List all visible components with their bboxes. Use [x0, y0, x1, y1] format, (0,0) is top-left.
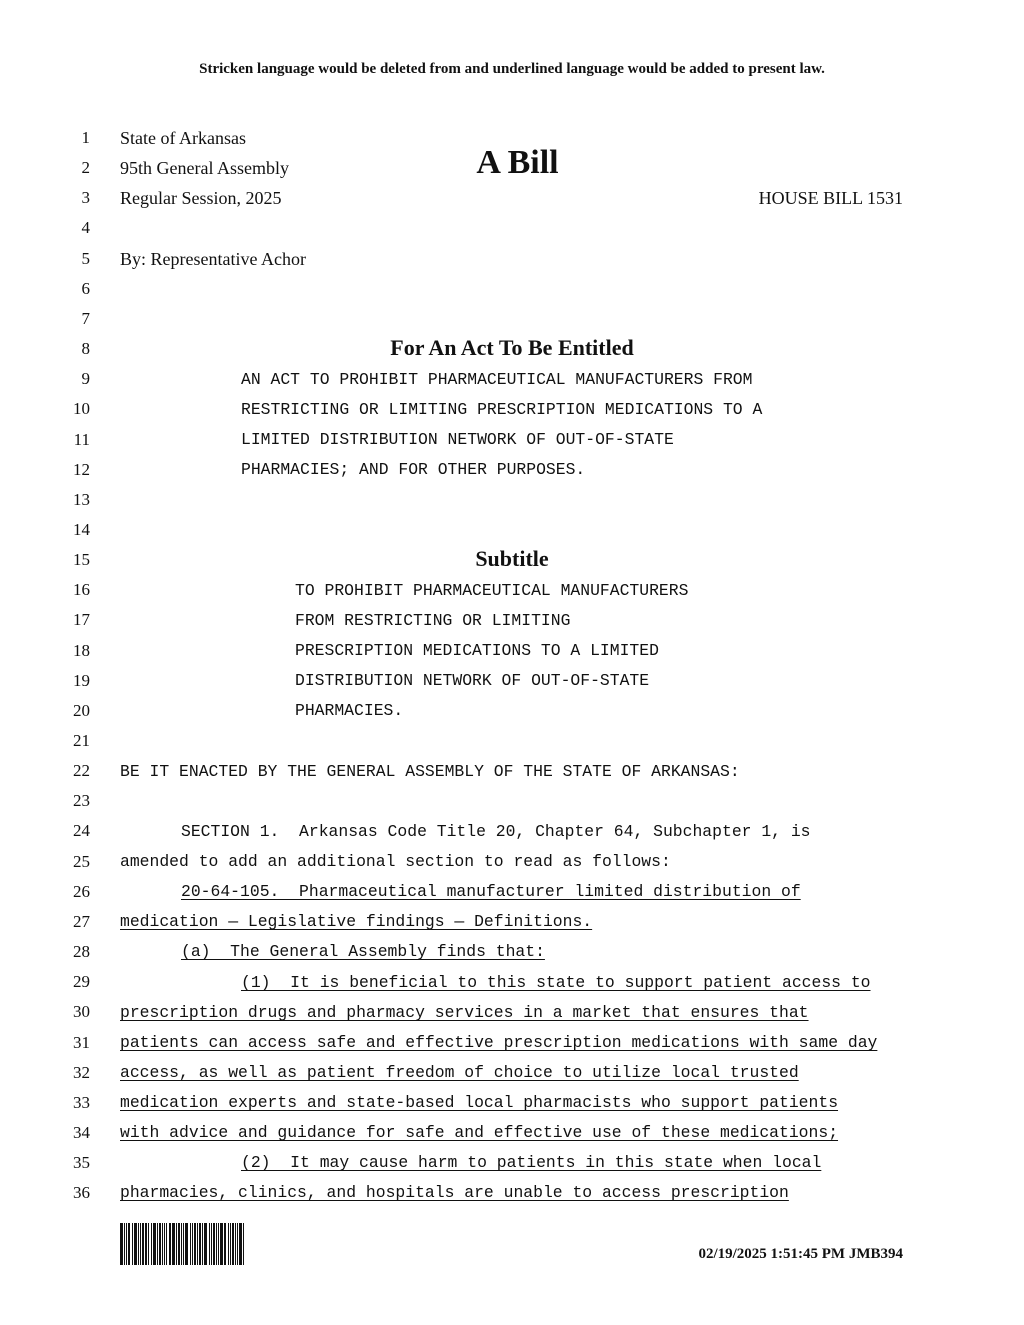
barcode-bar	[237, 1223, 238, 1265]
act-title-line: AN ACT TO PROHIBIT PHARMACEUTICAL MANUFACTURERS FROM	[241, 370, 753, 389]
line-number: 25	[73, 851, 90, 871]
state-name: State of Arkansas	[120, 128, 246, 148]
subtitle-line: PHARMACIES.	[295, 701, 404, 720]
line-number: 36	[73, 1183, 90, 1203]
line-number: 17	[73, 610, 90, 630]
barcode-bar	[128, 1223, 130, 1265]
line-number: 32	[73, 1062, 90, 1082]
barcode-bar	[204, 1223, 207, 1265]
section-intro: amended to add an additional section to read as follows:	[120, 852, 671, 871]
barcode-bar	[126, 1223, 127, 1265]
barcode-bar	[134, 1223, 137, 1265]
barcode-bar	[145, 1223, 147, 1265]
line-number: 26	[73, 881, 90, 901]
barcode-bar	[120, 1223, 123, 1265]
barcode-bar	[232, 1223, 234, 1265]
paragraph-line: prescription drugs and pharmacy services in a market that ensures that	[120, 1003, 809, 1022]
barcode-bar	[164, 1223, 165, 1265]
barcode-bar	[159, 1223, 161, 1265]
line-number: 29	[73, 972, 90, 992]
line-number: 31	[73, 1032, 90, 1052]
line-number: 35	[73, 1153, 90, 1173]
barcode-bar	[181, 1223, 182, 1265]
line-number: 22	[73, 761, 90, 781]
footer-timestamp: 02/19/2025 1:51:45 PM JMB394	[698, 1246, 903, 1262]
barcode-bar	[230, 1223, 231, 1265]
act-title-line: RESTRICTING OR LIMITING PRESCRIPTION MEDICATIONS TO A	[241, 400, 763, 419]
barcode-bar	[140, 1223, 141, 1265]
barcode-bar	[216, 1223, 217, 1265]
line-number: 10	[73, 399, 90, 419]
line-number: 23	[73, 791, 90, 811]
barcode-bar	[166, 1223, 167, 1265]
line-number: 7	[81, 308, 90, 328]
barcode-bar	[213, 1223, 215, 1265]
paragraph-line: access, as well as patient freedom of choice to utilize local trusted	[120, 1063, 799, 1082]
title-heading: For An Act To Be Entitled	[390, 335, 634, 360]
barcode-bar	[197, 1223, 198, 1265]
paragraph-2: (2) It may cause harm to patients in this state when local	[241, 1153, 822, 1172]
line-number: 9	[81, 369, 90, 389]
line-number: 18	[73, 640, 90, 660]
paragraph-line: pharmacies, clinics, and hospitals are unable to access prescription	[120, 1183, 789, 1202]
line-number: 13	[73, 489, 90, 509]
barcode-bar	[162, 1223, 163, 1265]
barcode-bar	[239, 1223, 242, 1265]
barcode-bar	[218, 1223, 219, 1265]
amendment-notice: Stricken language would be deleted from and underlined language would be added to present law.	[199, 61, 825, 77]
subtitle-line: TO PROHIBIT PHARMACEUTICAL MANUFACTURERS	[295, 581, 689, 600]
line-number: 5	[81, 248, 90, 268]
section-heading: 20-64-105. Pharmaceutical manufacturer limited distribution of	[181, 882, 801, 901]
subtitle-heading: Subtitle	[475, 546, 549, 571]
barcode-bar	[228, 1223, 229, 1265]
barcode-bar	[199, 1223, 201, 1265]
line-number: 14	[73, 519, 90, 539]
subtitle-line: DISTRIBUTION NETWORK OF OUT-OF-STATE	[295, 671, 650, 690]
bill-number: HOUSE BILL 1531	[758, 188, 903, 208]
barcode-bar	[243, 1223, 244, 1265]
barcode-bar	[153, 1223, 156, 1265]
line-number: 11	[73, 429, 90, 449]
line-number: 27	[73, 911, 90, 931]
line-number: 21	[73, 731, 90, 750]
line-number: 8	[81, 339, 90, 359]
barcode-bar	[148, 1223, 149, 1265]
subtitle-line: PRESCRIPTION MEDICATIONS TO A LIMITED	[295, 641, 659, 660]
line-number: 20	[73, 700, 90, 720]
act-title-line: PHARMACIES; AND FOR OTHER PURPOSES.	[241, 460, 586, 479]
sponsor: By: Representative Achor	[120, 249, 306, 269]
barcode-bar	[224, 1223, 226, 1265]
section-intro: SECTION 1. Arkansas Code Title 20, Chapter 64, Subchapter 1, is	[181, 822, 811, 841]
line-number: 6	[81, 278, 90, 298]
subsection-a: (a) The General Assembly finds that:	[181, 942, 545, 961]
line-number: 3	[81, 188, 90, 208]
line-number: 28	[73, 942, 90, 962]
barcode-bar	[235, 1223, 236, 1265]
line-number: 34	[73, 1122, 90, 1142]
line-number: 16	[73, 580, 90, 600]
barcode-bar	[132, 1223, 133, 1265]
line-number: 33	[73, 1092, 90, 1112]
barcode-bar	[194, 1223, 196, 1265]
line-number: 15	[73, 550, 90, 570]
barcode-bar	[209, 1223, 210, 1265]
barcode-bar	[176, 1223, 177, 1265]
line-number: 30	[73, 1002, 90, 1022]
paragraph-1: (1) It is beneficial to this state to support patient access to	[241, 973, 871, 992]
barcode-bar	[178, 1223, 180, 1265]
barcode-bar	[138, 1223, 139, 1265]
line-number: 2	[81, 158, 90, 178]
line-number: 1	[81, 128, 90, 147]
line-number: 4	[81, 218, 90, 238]
line-number: 12	[73, 459, 90, 479]
line-number: 19	[73, 670, 90, 690]
barcode-bar	[151, 1223, 152, 1265]
session: Regular Session, 2025	[120, 188, 282, 208]
barcode-bar	[142, 1223, 144, 1265]
section-heading: medication — Legislative findings — Definitions.	[120, 912, 593, 931]
act-title-line: LIMITED DISTRIBUTION NETWORK OF OUT-OF-STATE	[241, 430, 674, 449]
barcode-bar	[183, 1223, 184, 1265]
barcode-bar	[202, 1223, 203, 1265]
line-number: 24	[73, 821, 90, 841]
enacting-clause: BE IT ENACTED BY THE GENERAL ASSEMBLY OF THE STATE OF ARKANSAS:	[120, 762, 740, 781]
paragraph-line: with advice and guidance for safe and effective use of these medications;	[120, 1123, 839, 1142]
subtitle-line: FROM RESTRICTING OR LIMITING	[295, 611, 571, 630]
barcode-bar	[172, 1223, 175, 1265]
paragraph-line: medication experts and state-based local pharmacists who support patients	[120, 1093, 839, 1112]
barcode-bar	[211, 1223, 212, 1265]
barcode-bar	[192, 1223, 193, 1265]
bill-type-title: A Bill	[476, 144, 559, 181]
barcode-bar	[220, 1223, 223, 1265]
general-assembly: 95th General Assembly	[120, 158, 289, 178]
barcode-bar	[169, 1223, 171, 1265]
barcode-bar	[185, 1223, 188, 1265]
barcode-icon	[120, 1223, 250, 1265]
barcode-bar	[157, 1223, 158, 1265]
paragraph-line: patients can access safe and effective prescription medications with same day	[120, 1033, 878, 1052]
barcode-bar	[190, 1223, 191, 1265]
barcode-bar	[124, 1223, 125, 1265]
